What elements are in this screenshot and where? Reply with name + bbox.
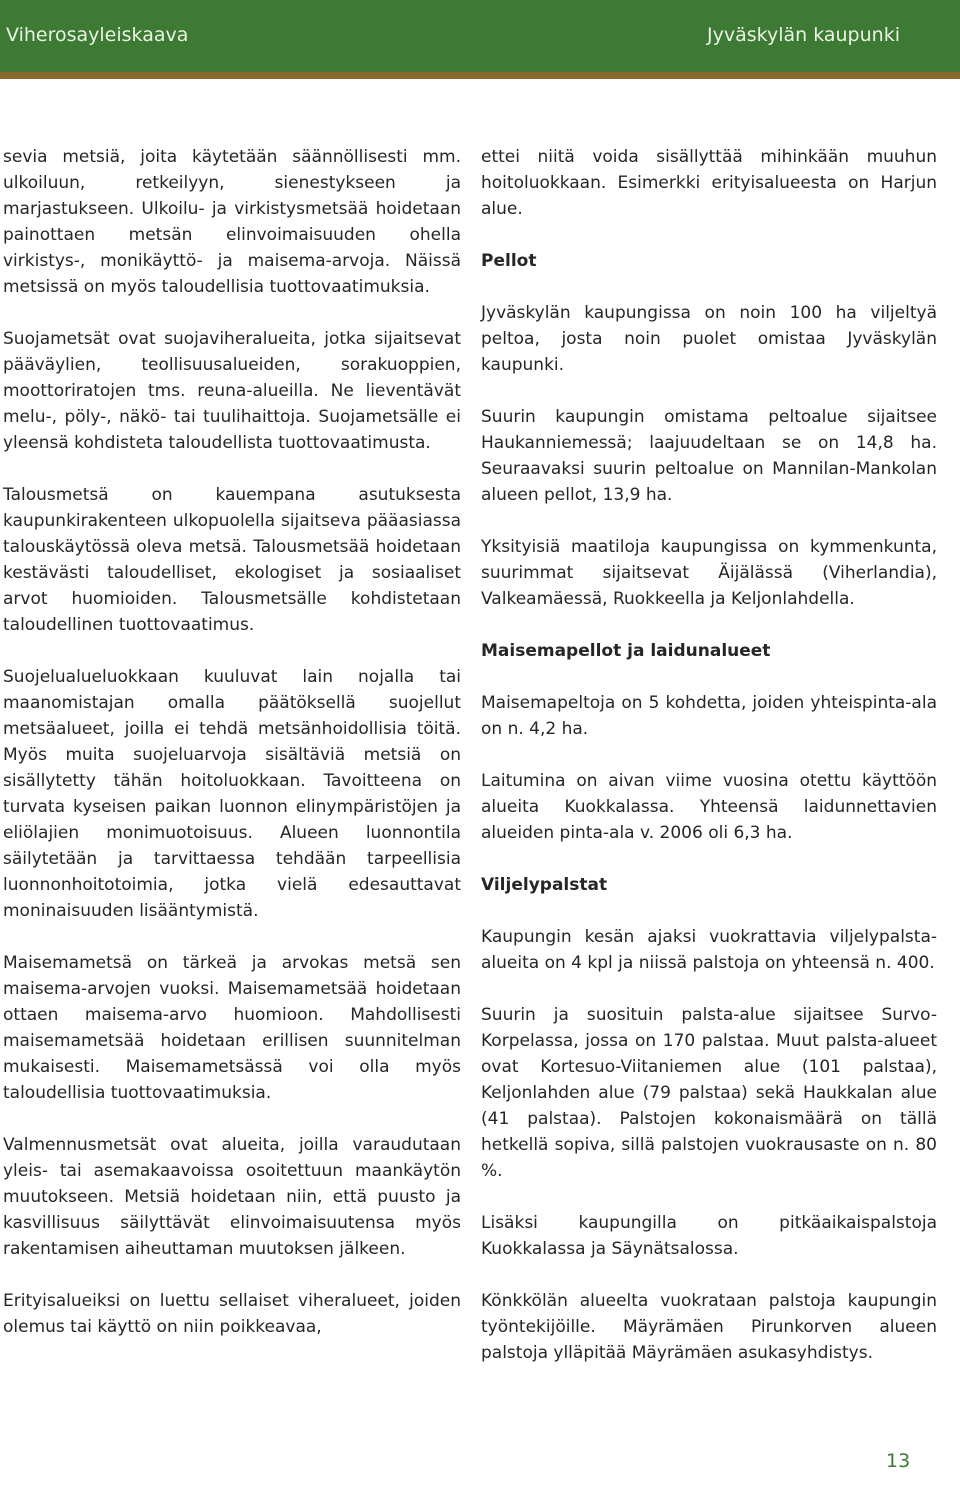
paragraph: Suurin kaupungin omistama peltoalue sijaitsee Haukanniemessä; laajuudeltaan se on 14,8 ha. Seuraavaksi suurin peltoalue on Mannilan-Mankolan alueen pellot, 13,9 ha. — [481, 407, 937, 505]
section-heading-pellot: Pellot — [481, 251, 537, 271]
paragraph: Maisemametsä on tärkeä ja arvokas metsä sen maisema-arvojen vuoksi. Maisemametsää hoidetaan ottaen maisema-arvo huomioon. Mahdollisesti maisemametsää hoidetaan erillisen suunnitelman mukaisesti. Maisemametsässä voi olla myös taloudellisia tuottovaatimuksia. — [3, 953, 461, 1103]
right-column — [481, 144, 937, 1392]
page-number: 13 — [886, 1450, 911, 1472]
organization-name: Jyväskylän kaupunki — [707, 24, 900, 46]
document-title: Viherosayleiskaava — [6, 24, 189, 46]
paragraph: Könkkölän alueelta vuokrataan palstoja kaupungin työntekijöille. Mäyrämäen Pirunkorven alueen palstoja ylläpitää Mäyrämäen asukasyhdistys. — [481, 1291, 937, 1363]
paragraph: Suojametsät ovat suojaviheralueita, jotka sijaitsevat pääväylien, teollisuusalueiden, sorakuoppien, moottoriratojen tms. reuna-alueilla. Ne lieventävät melu-, pöly-, näkö- tai tuulihaittoja. Suojametsälle ei yleensä kohdisteta taloudellista tuottovaatimusta. — [3, 329, 461, 453]
section-heading-viljelypalstat: Viljelypalstat — [481, 875, 608, 895]
paragraph: Talousmetsä on kauempana asutuksesta kaupunkirakenteen ulkopuolella sijaitseva pääasiassa talouskäytössä oleva metsä. Talousmetsää hoidetaan kestävästi taloudelliset, ekologiset ja sosiaaliset arvot huomioiden. Talousmetsälle kohdistetaan taloudellinen tuottovaatimus. — [3, 485, 461, 635]
paragraph: Erityisalueiksi on luettu sellaiset viheralueet, joiden olemus tai käyttö on niin poikkeavaa, — [3, 1291, 461, 1337]
paragraph: ettei niitä voida sisällyttää mihinkään muuhun hoitoluokkaan. Esimerkki erityisalueesta on Harjun alue. — [481, 147, 937, 219]
paragraph: Jyväskylän kaupungissa on noin 100 ha viljeltyä peltoa, josta noin puolet omistaa Jyväskylän kaupunki. — [481, 303, 937, 375]
paragraph: Laitumina on aivan viime vuosina otettu käyttöön alueita Kuokkalassa. Yhteensä laidunnettavien alueiden pinta-ala v. 2006 oli 6,3 ha. — [481, 771, 937, 843]
paragraph: Lisäksi kaupungilla on pitkäaikaispalstoja Kuokkalassa ja Säynätsalossa. — [481, 1213, 937, 1259]
paragraph: Valmennusmetsät ovat alueita, joilla varaudutaan yleis- tai asemakaavoissa osoitettuun maankäytön muutokseen. Metsiä hoidetaan niin, että puusto ja kasvillisuus säilyttävät elinvoimaisuutensa myös rakentamisen aiheuttaman muutoksen jälkeen. — [3, 1135, 461, 1259]
paragraph: Maisemapeltoja on 5 kohdetta, joiden yhteispinta-ala on n. 4,2 ha. — [481, 693, 937, 739]
left-column — [3, 144, 461, 1366]
paragraph: Yksityisiä maatiloja kaupungissa on kymmenkunta, suurimmat sijaitsevat Äijälässä (Viherlandia), Valkeamäessä, Ruokkeella ja Keljonlahdella. — [481, 537, 937, 609]
paragraph: Suurin ja suosituin palsta-alue sijaitsee Survo-Korpelassa, jossa on 170 palstaa. Muut palsta-alueet ovat Kortesuo-Viitaniemen alue (101 palstaa), Keljonlahden alue (79 palstaa) sekä Haukkalan alue (41 palstaa). Palstojen kokonaismäärä on tällä hetkellä sopiva, sillä palstojen vuokrausaste on n. 80 %. — [481, 1005, 937, 1181]
header-accent-bar — [0, 72, 960, 79]
page-header — [0, 0, 960, 72]
paragraph: sevia metsiä, joita käytetään säännöllisesti mm. ulkoiluun, retkeilyyn, sienestykseen ja marjastukseen. Ulkoilu- ja virkistysmetsää hoidetaan painottaen metsän elinvoimaisuuden ohella virkistys-, monikäyttö- ja maisema-arvoja. Näissä metsissä on myös taloudellisia tuottovaatimuksia. — [3, 147, 461, 297]
paragraph: Kaupungin kesän ajaksi vuokrattavia viljelypalsta-alueita on 4 kpl ja niissä palstoja on yhteensä n. 400. — [481, 927, 937, 973]
paragraph: Suojelualueluokkaan kuuluvat lain nojalla tai maanomistajan omalla päätöksellä suojellut metsäalueet, joilla ei tehdä metsänhoidollisia töitä. Myös muita suojeluarvoja sisältäviä metsiä on sisällytetty tähän hoitoluokkaan. Tavoitteena on turvata kyseisen paikan luonnon elinympäristöjen ja eliölajien monimuotoisuus. Alueen luonnontila säilytetään ja tarvittaessa tehdään tarpeellisia luonnonhoitotoimia, jotka vielä edesauttavat moninaisuuden lisääntymistä. — [3, 667, 461, 921]
section-heading-maisemapellot: Maisemapellot ja laidunalueet — [481, 641, 771, 661]
